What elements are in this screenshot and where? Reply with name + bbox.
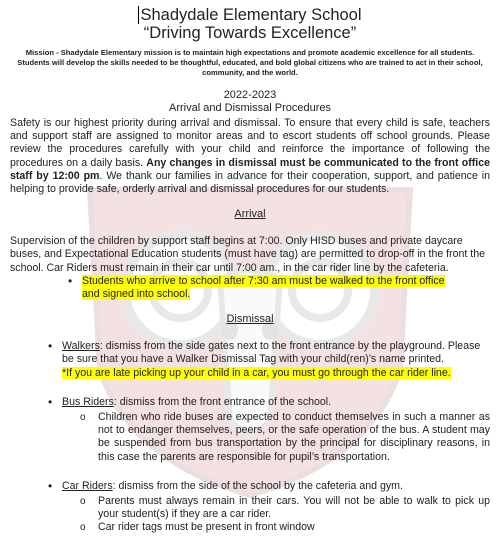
car-riders-label: Car Riders	[62, 479, 113, 492]
car-rule-tags: o Car rider tags must be present in front window	[80, 521, 315, 534]
dismissal-list	[48, 339, 490, 534]
car-riders-item: • Car Riders: dismiss from the side of the school by the cafeteria and gym. o Parents must always remain in their cars. You will not be able to walk to pick up your student(s) if they are a car rider. o Car rider tags must be present in front window	[48, 478, 490, 534]
bus-riders-item: • Bus Riders: dismiss from the front entrance of the school. o Children who ride buses are expected to conduct themselves in such a manner as not to endanger themselves, peers, or the safe operation of the bus. A student may be suspended from bus transportation by the principal for disciplinary reasons, in this case the parents are responsible for pupil’s transportation.	[48, 394, 490, 463]
arrival-late-notice: Students who arrive to school after 7:30 am must be walked to the front office and signed into school.	[82, 274, 445, 301]
procedures-title: Arrival and Dismissal Procedures	[169, 102, 331, 114]
bus-riders-label: Bus Riders	[62, 395, 114, 408]
arrival-paragraph: Supervision of the children by support staff begins at 7:00. Only HISD buses and private daycare buses, and Expectational Education students (must have tag) are permitted to drop-off in the front the school. Car Riders must remain in their car until 7:00 am., in the car rider line by the cafeteria.	[10, 235, 486, 274]
arrival-heading: Arrival	[234, 208, 266, 221]
school-year: 2022-2023	[223, 89, 277, 101]
walkers-item: • Walkers: dismiss from the side gates next to the front entrance by the playground. Please be sure that you have a Walker Dismissal Tag with your child(ren)’s name printed. *If you are late picking up your child in a car, you must go through the car rider line.	[48, 339, 481, 379]
school-name: Shadydale Elementary School	[140, 6, 362, 24]
intro-paragraph: Safety is our highest priority during arrival and dismissal. To ensure that every child is safe, teachers and support staff are assigned to monitor areas and to escort students off school grounds. Please review the procedures carefully with your child and reinforce the importance of following the procedures on a daily basis. Any changes in dismissal must be communicated to the front office staff by 12:00 pm. We thank our families in advance for their cooperation, support, and patience in helping to provide safe, orderly arrival and dismissal procedures for our students.	[10, 117, 490, 196]
car-rule-stay-in-car: o Parents must always remain in their cars. You will not be able to walk to pick up your student(s) if they are a car rider.	[80, 495, 490, 521]
mission-statement: Mission - Shadydale Elementary mission is to maintain high expectations and promote academic excellence for all students. Students will develop the skills needed to be thoughtful, educated, and bold global citizens who are trained to act in their school, community, and the world.	[17, 48, 483, 77]
walkers-label: Walkers	[62, 340, 100, 353]
school-motto: “Driving Towards Excellence”	[143, 24, 357, 42]
dismissal-heading: Dismissal	[226, 313, 274, 326]
arrival-late-bullet	[66, 275, 452, 301]
bus-rule: o Children who ride buses are expected to conduct themselves in such a manner as not to endanger themselves, peers, or the safe operation of the bus. A student may be suspended from bus transportation by the principal for disciplinary reasons, in this case the parents are responsible for pupil’s transportation.	[80, 411, 490, 463]
walkers-late-note: *If you are late picking up your child in a car, you must go through the car rider line.	[62, 366, 451, 379]
